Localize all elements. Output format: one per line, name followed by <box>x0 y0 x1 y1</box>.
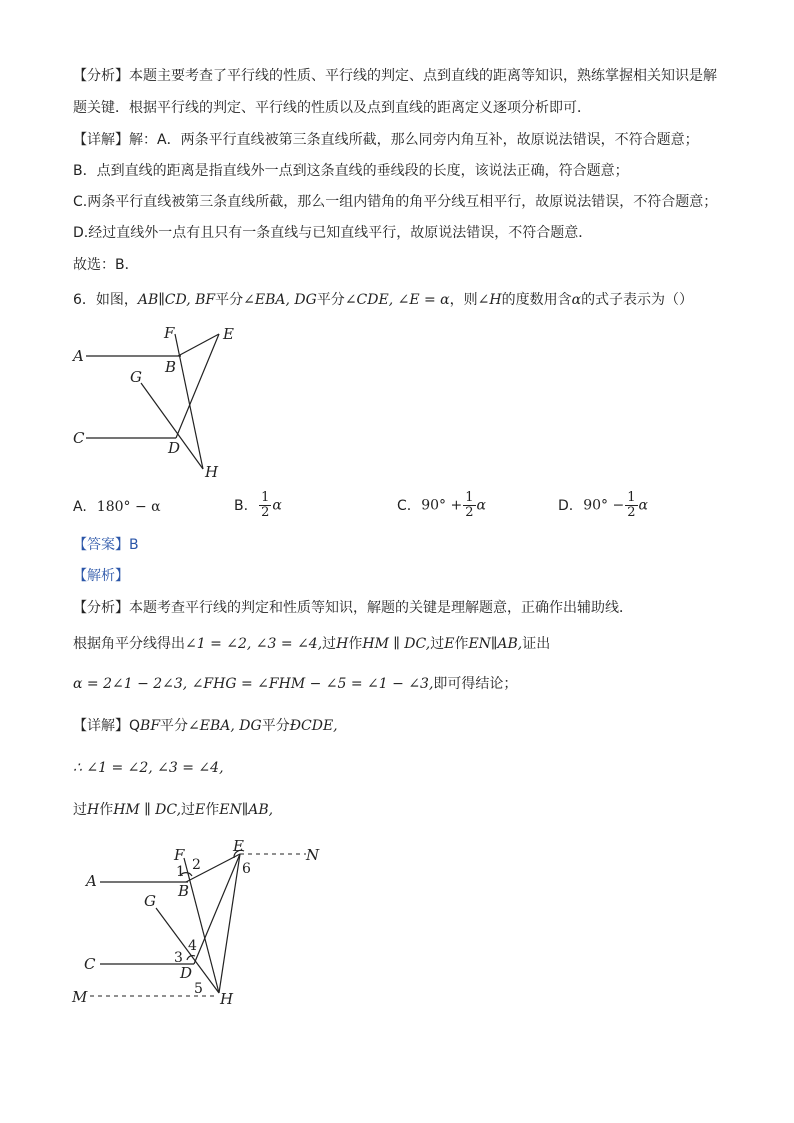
question-intro: 如图， <box>95 292 138 308</box>
option-d-label: D. <box>558 497 574 514</box>
detail-prev-line1: 【详解】解：A．两条平行直线被第三条直线所截，那么同旁内角互补，故原说法错误，不符合题意； <box>73 132 699 148</box>
question-condition-5: α <box>571 292 582 308</box>
option-a[interactable] <box>73 497 161 517</box>
angle-2: 2 <box>192 857 201 873</box>
option-c[interactable] <box>397 491 486 520</box>
option-b-alpha: α <box>272 497 282 514</box>
method-line-1: 根据角平分线得出∠1 = ∠2, ∠3 = ∠4,过H作HM ∥ DC,过E作EN∥AB,证出 <box>73 636 551 652</box>
question-text-5: 的式子表示为（） <box>581 292 694 308</box>
question-condition-3: ∠CDE, ∠E = α <box>344 292 450 308</box>
label-e: E <box>223 325 234 343</box>
option-b[interactable] <box>234 491 282 520</box>
jiexi-heading: 【解析】 <box>73 568 129 584</box>
label2-a: A <box>86 872 97 890</box>
label2-g: G <box>144 892 156 910</box>
question-condition-2: ∠EBA, DG <box>243 292 317 308</box>
detail-line-2: ∴ ∠1 = ∠2, ∠3 = ∠4, <box>73 760 224 776</box>
detail-prev-line4: D.经过直线外一点有且只有一条直线与已知直线平行，故原说法错误，不符合题意． <box>73 225 593 241</box>
answer: 【答案】B <box>73 537 139 553</box>
detail-prev-line3: C.两条平行直线被第三条直线所截，那么一组内错角的角平分线互相平行，故原说法错误，不符合题意； <box>73 194 718 210</box>
question-text-3: ，则 <box>449 292 478 308</box>
label-d: D <box>168 439 181 457</box>
option-d-fraction: $\frac{1}{2}$ <box>627 490 636 520</box>
option-b-label: B. <box>234 497 249 514</box>
detail-line-1: 【详解】QBF平分∠EBA, DG平分ÐCDE, <box>73 718 338 734</box>
label-g: G <box>130 368 142 386</box>
label-c: C <box>73 429 85 447</box>
analysis-prev-line1: 【分析】本题主要考查了平行线的性质、平行线的判定、点到直线的距离等知识，熟练掌握相关知识是解 <box>73 68 717 84</box>
angle-5: 5 <box>194 981 203 997</box>
figure-2 <box>68 838 338 1013</box>
label2-b: B <box>178 882 190 900</box>
line-ed <box>176 334 219 438</box>
question-text-1: 平分 <box>215 292 244 308</box>
option-c-label: C. <box>397 497 412 514</box>
option-d-alpha: α <box>638 497 648 514</box>
label2-m: M <box>72 988 88 1006</box>
question-text-4: 的度数用含 <box>501 292 572 308</box>
detail-line-3: 过H作HM ∥ DC,过E作EN∥AB, <box>73 802 274 818</box>
label-f: F <box>164 324 175 342</box>
analysis-line: 【分析】本题考查平行线的判定和性质等知识，解题的关键是理解题意，正确作出辅助线． <box>73 600 633 616</box>
line-be <box>178 334 219 356</box>
label2-h: H <box>220 990 234 1008</box>
label2-f: F <box>174 846 185 864</box>
detail-prev-line2: B．点到直线的距离是指直线外一点到这条直线的垂线段的长度，该说法正确，符合题意； <box>73 163 629 179</box>
option-a-expr: 180° − α <box>96 499 161 515</box>
option-c-fraction: $\frac{1}{2}$ <box>465 490 474 520</box>
option-a-label: A. <box>73 499 87 515</box>
option-d-prefix: 90° − <box>583 497 625 514</box>
label2-n: N <box>306 846 320 864</box>
question-condition-4: ∠H <box>477 292 502 308</box>
question-text-2: 平分 <box>316 292 345 308</box>
label-a: A <box>73 347 84 365</box>
option-c-alpha: α <box>476 497 486 514</box>
label-h: H <box>205 463 219 481</box>
question-number: 6． <box>73 292 96 308</box>
label2-e: E <box>233 838 244 855</box>
analysis-prev-line2: 题关键．根据平行线的判定、平行线的性质以及点到直线的距离定义逐项分析即可． <box>73 100 591 116</box>
label2-c: C <box>84 955 96 973</box>
method-line-2: α = 2∠1 − 2∠3, ∠FHG = ∠FHM − ∠5 = ∠1 − ∠3,即可得结论； <box>73 676 518 692</box>
label-b: B <box>165 358 177 376</box>
question-line <box>73 290 693 310</box>
detail-prev-line5: 故选：B． <box>73 257 139 273</box>
figure-1 <box>68 320 248 485</box>
option-c-prefix: 90° + <box>421 497 463 514</box>
question-condition-1: AB∥CD, BF <box>137 292 216 308</box>
angle-3: 3 <box>174 950 183 966</box>
angle-4: 4 <box>188 938 197 954</box>
label2-d: D <box>180 964 193 982</box>
option-b-fraction: $\frac{1}{2}$ <box>261 490 270 520</box>
angle-6: 6 <box>242 861 251 877</box>
angle-1: 1 <box>176 864 185 880</box>
option-d[interactable] <box>558 491 648 520</box>
line-eh-2 <box>219 854 240 993</box>
